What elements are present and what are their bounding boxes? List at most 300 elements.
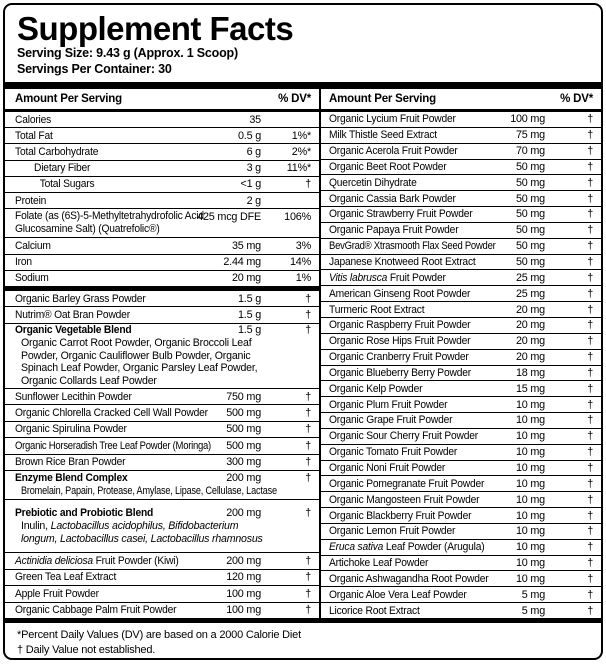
ingredient-amount: 5 mg <box>521 604 545 617</box>
ingredient-row <box>321 112 601 128</box>
ingredient-line <box>321 604 601 618</box>
ingredient-row <box>321 540 601 556</box>
sub-ingredients: Organic Carrot Root Powder, Organic Broccoli Leaf Powder, Organic Cauliflower Bulb Powder, Organic Spinach Leaf Powder, Organic Parsley Leaf Powder, Organic Collards Leaf Powder <box>21 337 258 387</box>
footnote-daily-values: *Percent Daily Values (DV) are based on a 2000 Calorie Diet <box>17 629 301 641</box>
ingredient-dv: † <box>587 208 593 221</box>
ingredient-name: Nutrim® Oat Bran Powder <box>15 309 130 322</box>
ingredient-name: Sunflower Lecithin Powder <box>15 390 132 403</box>
ingredient-row <box>321 476 601 492</box>
ingredient-row <box>321 286 601 302</box>
ingredient-name: Organic Cabbage Palm Fruit Powder <box>15 604 177 617</box>
ingredient-dv: † <box>587 509 593 522</box>
ingredient-amount: 50 mg <box>515 192 545 205</box>
ingredient-name: Organic Sour Cherry Fruit Powder <box>329 430 478 443</box>
ingredient-dv: † <box>587 525 593 538</box>
ingredient-line <box>5 471 319 485</box>
ingredient-row <box>321 524 601 540</box>
left-column-header <box>5 89 319 112</box>
ingredient-amount: 10 mg <box>515 398 545 411</box>
ingredient-name: Organic Barley Grass Powder <box>15 292 146 305</box>
ingredient-name: Artichoke Leaf Powder <box>329 557 429 570</box>
ingredient-name: Organic Acerola Fruit Powder <box>329 145 458 158</box>
ingredient-name: BevGrad® Xtrasmooth Flax Seed Powder <box>329 240 496 253</box>
ingredient-dv: † <box>587 176 593 189</box>
ingredient-row <box>321 128 601 144</box>
ingredient-amount: 10 mg <box>515 541 545 554</box>
ingredient-amount: 500 mg <box>226 423 261 436</box>
ingredient-line <box>321 572 601 586</box>
ingredient-row <box>5 455 319 471</box>
ingredient-line <box>321 493 601 507</box>
ingredient-amount: 10 mg <box>515 461 545 474</box>
ingredient-dv: † <box>305 506 311 519</box>
ingredient-line <box>5 390 319 404</box>
ingredient-line <box>5 422 319 436</box>
ingredient-line <box>5 439 319 453</box>
ingredient-name: Organic Strawberry Fruit Powder <box>329 208 473 221</box>
ingredient-row <box>5 471 319 500</box>
ingredient-amount: 500 mg <box>226 407 261 419</box>
ingredient-name: Organic Mangosteen Fruit Powder <box>329 493 480 506</box>
ingredient-dv: † <box>587 557 593 570</box>
ingredient-name: Organic Grape Fruit Powder <box>329 414 453 427</box>
ingredient-line <box>321 445 601 459</box>
ingredient-dv: 2%* <box>291 146 311 158</box>
ingredient-dv: † <box>587 366 593 379</box>
ingredient-dv: † <box>587 477 593 490</box>
ingredient-row <box>5 553 319 569</box>
ingredient-dv: † <box>587 319 593 332</box>
ingredient-amount: 50 mg <box>515 240 545 253</box>
ingredient-row <box>321 587 601 603</box>
ingredient-row <box>5 500 319 553</box>
ingredient-line <box>321 144 601 158</box>
supplement-facts-label <box>3 3 603 660</box>
ingredient-row <box>5 570 319 586</box>
ingredient-line <box>5 129 319 143</box>
ingredient-amount: 2 g <box>246 194 261 207</box>
ingredient-dv: 106% <box>284 210 311 223</box>
ingredient-name: Organic Rose Hips Fruit Powder <box>329 335 471 348</box>
ingredient-line <box>321 524 601 538</box>
ingredient-name: Organic Spirulina Powder <box>15 423 127 436</box>
ingredient-line <box>321 350 601 364</box>
ingredient-row <box>321 175 601 191</box>
ingredient-name: Organic Blueberry Berry Powder <box>329 366 471 379</box>
ingredient-line <box>321 477 601 491</box>
ingredient-dv: † <box>587 382 593 395</box>
ingredient-row <box>5 586 319 602</box>
ingredient-row <box>321 556 601 572</box>
ingredient-amount: 10 mg <box>515 430 545 443</box>
ingredient-amount: 20 mg <box>515 351 545 364</box>
ingredient-dv: † <box>587 430 593 443</box>
ingredient-dv: † <box>587 192 593 205</box>
ingredient-amount: 1.5 g <box>237 292 261 305</box>
ingredient-dv: † <box>587 604 593 617</box>
ingredient-line <box>5 324 319 337</box>
ingredient-name: Total Sugars <box>39 178 95 191</box>
ingredient-row <box>5 291 319 307</box>
ingredient-name: Organic Aloe Vera Leaf Powder <box>329 588 467 601</box>
ingredient-line <box>5 308 319 322</box>
ingredient-line <box>5 406 319 420</box>
ingredient-line <box>5 570 319 584</box>
ingredient-row <box>5 238 319 254</box>
ingredient-name: Dietary Fiber <box>34 162 91 175</box>
ingredient-line <box>321 128 601 142</box>
ingredient-line <box>5 210 319 237</box>
ingredient-row <box>321 413 601 429</box>
ingredient-amount: 6 g <box>246 146 261 158</box>
ingredient-row <box>5 209 319 238</box>
ingredient-row <box>5 405 319 421</box>
footnotes <box>5 623 601 658</box>
ingredient-row <box>321 255 601 271</box>
ingredient-dv: † <box>587 335 593 348</box>
ingredient-line <box>321 271 601 285</box>
ingredient-name: Actinidia deliciosa Fruit Powder (Kiwi) <box>15 555 179 567</box>
ingredient-amount: 200 mg <box>226 555 261 567</box>
ingredient-amount: 25 mg <box>515 271 545 284</box>
ingredient-row <box>5 271 319 287</box>
ingredient-name: Brown Rice Bran Powder <box>15 456 126 469</box>
ingredient-name: Organic Cassia Bark Powder <box>329 192 456 205</box>
ingredient-line <box>5 113 319 127</box>
ingredient-amount: 100 mg <box>226 604 261 617</box>
sub-ingredients: Bromelain, Papain, Protease, Amylase, Lipase, Cellulase, Lactase <box>21 485 277 498</box>
ingredient-name: Total Fat <box>15 129 53 142</box>
ingredient-line <box>321 287 601 301</box>
ingredient-amount: 200 mg <box>226 506 261 519</box>
ingredient-row <box>321 334 601 350</box>
ingredient-amount: 75 mg <box>515 129 545 142</box>
ingredient-dv: 1% <box>295 272 311 285</box>
ingredient-dv: 3% <box>295 239 311 252</box>
ingredient-row <box>321 571 601 587</box>
ingredient-name: Organic Chlorella Cracked Cell Wall Powder <box>15 407 208 419</box>
ingredient-name: Apple Fruit Powder <box>15 587 99 600</box>
ingredient-line <box>321 540 601 554</box>
ingredient-amount: 10 mg <box>515 509 545 522</box>
ingredient-name: Total Carbohydrate <box>15 146 99 158</box>
ingredient-amount: 100 mg <box>226 587 261 600</box>
ingredient-name: Enzyme Blend Complex <box>15 472 128 485</box>
ingredient-name: Organic Raspberry Fruit Powder <box>329 319 471 332</box>
ingredient-line <box>5 194 319 208</box>
ingredient-dv: † <box>305 178 311 191</box>
ingredient-amount: 10 mg <box>515 414 545 427</box>
ingredient-dv: † <box>587 446 593 459</box>
ingredient-line <box>321 382 601 396</box>
header-separator-bar <box>5 82 601 89</box>
ingredient-amount: 10 mg <box>515 525 545 538</box>
sub-ingredients: Inulin, Lactobacillus acidophilus, Bifidobacterium longum, Lactobacillus casei, Lactobacillus rhamnosus <box>21 519 263 545</box>
ingredient-amount: <1 g <box>240 178 261 191</box>
ingredient-row <box>5 422 319 438</box>
ingredient-amount: 20 mg <box>515 335 545 348</box>
ingredient-dv: † <box>587 224 593 237</box>
ingredient-name: Organic Plum Fruit Powder <box>329 398 448 411</box>
botanicals-section <box>5 291 319 619</box>
ingredient-dv: 11%* <box>286 162 311 175</box>
ingredient-dv: † <box>587 113 593 126</box>
ingredient-dv: † <box>587 493 593 506</box>
ingredient-line <box>321 303 601 317</box>
footnote-dagger: † Daily Value not established. <box>17 644 156 656</box>
ingredient-name: Organic Ashwagandha Root Powder <box>329 572 489 585</box>
ingredient-amount: 10 mg <box>515 557 545 570</box>
ingredient-dv: † <box>305 407 311 419</box>
ingredient-dv: † <box>305 472 311 485</box>
ingredient-dv: † <box>587 541 593 554</box>
ingredient-line <box>321 223 601 237</box>
ingredient-dv: † <box>305 439 311 452</box>
ingredient-dv: † <box>587 572 593 585</box>
ingredient-amount: 1.5 g <box>237 309 261 322</box>
label-header <box>5 5 601 82</box>
ingredient-name: Calories <box>15 113 52 126</box>
ingredient-name: Iron <box>15 256 32 269</box>
ingredient-line <box>5 292 319 306</box>
ingredient-line <box>5 554 319 568</box>
ingredient-row <box>321 270 601 286</box>
ingredient-amount: 200 mg <box>226 472 261 485</box>
ingredient-name: Organic Blackberry Fruit Powder <box>329 509 472 522</box>
ingredient-line <box>321 429 601 443</box>
ingredient-amount: 35 mg <box>231 239 261 252</box>
ingredient-name: Turmeric Root Extract <box>329 303 425 316</box>
ingredient-row <box>5 324 319 389</box>
ingredient-amount: 50 mg <box>515 256 545 269</box>
right-column <box>321 89 601 623</box>
ingredient-row <box>321 492 601 508</box>
ingredient-amount: 50 mg <box>515 160 545 173</box>
ingredient-row <box>321 350 601 366</box>
ingredient-line <box>321 588 601 602</box>
ingredient-dv: † <box>305 292 311 305</box>
ingredient-amount: 425 mcg DFE <box>197 210 261 223</box>
ingredient-dv: † <box>305 555 311 567</box>
ingredient-name: Japanese Knotweed Root Extract <box>329 256 476 269</box>
ingredient-amount: 18 mg <box>515 366 545 379</box>
ingredient-amount: 10 mg <box>515 493 545 506</box>
nutrients-section <box>5 112 319 287</box>
ingredient-line <box>5 271 319 285</box>
ingredient-name: Eruca sativa Leaf Powder (Arugula) <box>329 541 485 554</box>
ingredient-amount: 20 mg <box>515 319 545 332</box>
ingredient-row <box>321 160 601 176</box>
page-title: Supplement Facts <box>17 10 294 47</box>
ingredient-name: Organic Noni Fruit Powder <box>329 461 446 474</box>
ingredient-dv: † <box>587 160 593 173</box>
ingredient-name: Licorice Root Extract <box>329 604 420 617</box>
right-ingredients-section <box>321 112 601 619</box>
dv-header: % DV* <box>278 93 311 105</box>
ingredient-dv: † <box>305 309 311 322</box>
ingredient-line <box>5 587 319 601</box>
ingredient-row <box>321 397 601 413</box>
ingredient-name: Vitis labrusca Fruit Powder <box>329 271 446 284</box>
ingredient-dv: † <box>587 145 593 158</box>
amount-per-serving-header: Amount Per Serving <box>15 93 122 105</box>
ingredient-dv: † <box>587 398 593 411</box>
dv-header: % DV* <box>560 93 593 105</box>
ingredient-row <box>321 223 601 239</box>
ingredient-dv: † <box>587 351 593 364</box>
ingredient-row <box>321 318 601 334</box>
ingredient-row <box>321 461 601 477</box>
ingredient-name: Quercetin Dihydrate <box>329 176 417 189</box>
ingredient-dv: 1%* <box>291 129 311 142</box>
ingredient-line <box>5 255 319 269</box>
ingredient-row <box>5 438 319 454</box>
ingredient-dv: † <box>587 256 593 269</box>
ingredient-line <box>321 192 601 206</box>
ingredient-name: Calcium <box>15 239 51 252</box>
ingredient-amount: 500 mg <box>226 439 261 452</box>
facts-table <box>5 89 601 623</box>
ingredient-dv: † <box>587 303 593 316</box>
ingredient-name: Organic Cranberry Fruit Powder <box>329 351 469 364</box>
ingredient-amount: 50 mg <box>515 176 545 189</box>
ingredient-dv: † <box>305 324 311 337</box>
ingredient-amount: 750 mg <box>226 390 261 403</box>
ingredient-name: Protein <box>15 194 47 207</box>
ingredient-row <box>5 112 319 128</box>
ingredient-name: Organic Beet Root Powder <box>329 160 447 173</box>
ingredient-name: Folate (as (6S)-5-Methyltetrahydrofolic Acid Glucosamine Salt) (Quatrefolic®) <box>15 209 204 236</box>
ingredient-name: Sodium <box>15 272 49 285</box>
ingredient-line <box>321 318 601 332</box>
ingredient-amount: 2.44 mg <box>223 256 261 269</box>
ingredient-line <box>321 207 601 221</box>
ingredient-amount: 70 mg <box>515 145 545 158</box>
ingredient-line <box>5 161 319 175</box>
ingredient-name: Green Tea Leaf Extract <box>15 571 117 584</box>
ingredient-dv: 14% <box>289 256 311 269</box>
ingredient-name: Organic Kelp Powder <box>329 382 423 395</box>
ingredient-name: Organic Vegetable Blend <box>15 324 132 337</box>
ingredient-name: Organic Pomegranate Fruit Powder <box>329 477 485 490</box>
ingredient-line <box>321 556 601 570</box>
ingredient-row <box>5 128 319 144</box>
ingredient-name: Organic Lemon Fruit Powder <box>329 525 456 538</box>
ingredient-line <box>321 112 601 126</box>
ingredient-amount: 10 mg <box>515 446 545 459</box>
ingredient-name: Organic Tomato Fruit Powder <box>329 446 458 459</box>
ingredient-amount: 50 mg <box>515 224 545 237</box>
ingredient-row <box>321 207 601 223</box>
ingredient-row <box>5 161 319 177</box>
ingredient-amount: 5 mg <box>521 588 545 601</box>
ingredient-row <box>321 144 601 160</box>
ingredient-line <box>5 145 319 159</box>
ingredient-amount: 20 mg <box>515 303 545 316</box>
ingredient-row <box>321 508 601 524</box>
ingredient-line <box>5 177 319 191</box>
ingredient-row <box>321 603 601 619</box>
ingredient-line <box>321 413 601 427</box>
ingredient-line <box>321 366 601 380</box>
ingredient-line <box>5 239 319 253</box>
ingredient-line <box>321 509 601 523</box>
ingredient-amount: 1.5 g <box>237 324 261 337</box>
ingredient-amount: 15 mg <box>515 382 545 395</box>
ingredient-name: American Ginseng Root Powder <box>329 287 471 300</box>
ingredient-line <box>321 160 601 174</box>
ingredient-amount: 0.5 g <box>237 129 261 142</box>
ingredient-row <box>321 239 601 255</box>
ingredient-line <box>321 176 601 190</box>
ingredient-dv: † <box>305 587 311 600</box>
ingredient-amount: 300 mg <box>226 456 261 469</box>
ingredient-name: Organic Lycium Fruit Powder <box>329 113 456 126</box>
ingredient-line <box>5 603 319 617</box>
ingredient-row <box>5 144 319 160</box>
ingredient-amount: 10 mg <box>515 572 545 585</box>
ingredient-row <box>5 603 319 619</box>
ingredient-dv: † <box>305 456 311 469</box>
ingredient-line <box>321 255 601 269</box>
ingredient-dv: † <box>587 240 593 253</box>
ingredient-dv: † <box>587 588 593 601</box>
ingredient-dv: † <box>587 129 593 142</box>
ingredient-row <box>5 177 319 193</box>
left-column <box>5 89 321 623</box>
ingredient-line <box>321 334 601 348</box>
ingredient-amount: 50 mg <box>515 208 545 221</box>
ingredient-row <box>5 193 319 209</box>
ingredient-line <box>5 506 319 520</box>
ingredient-row <box>321 302 601 318</box>
ingredient-row <box>321 429 601 445</box>
right-column-header <box>321 89 601 112</box>
ingredient-name: Prebiotic and Probiotic Blend <box>15 506 154 519</box>
ingredient-line <box>321 239 601 253</box>
ingredient-row <box>5 307 319 323</box>
ingredient-dv: † <box>587 287 593 300</box>
ingredient-row <box>321 191 601 207</box>
ingredient-line <box>5 455 319 469</box>
amount-per-serving-header: Amount Per Serving <box>329 93 436 105</box>
ingredient-dv: † <box>587 461 593 474</box>
ingredient-row <box>321 366 601 382</box>
ingredient-dv: † <box>587 271 593 284</box>
ingredient-row <box>5 389 319 405</box>
ingredient-name: Organic Horseradish Tree Leaf Powder (Moringa) <box>15 439 211 452</box>
servings-per-container: Servings Per Container: 30 <box>17 61 172 76</box>
ingredient-line <box>321 398 601 412</box>
ingredient-amount: 120 mg <box>226 571 261 584</box>
ingredient-amount: 25 mg <box>515 287 545 300</box>
ingredient-line <box>321 461 601 475</box>
ingredient-amount: 35 <box>249 113 261 126</box>
ingredient-amount: 20 mg <box>231 272 261 285</box>
ingredient-dv: † <box>305 423 311 436</box>
serving-size: Serving Size: 9.43 g (Approx. 1 Scoop) <box>17 46 238 60</box>
ingredient-row <box>5 255 319 271</box>
ingredient-name: Milk Thistle Seed Extract <box>329 129 437 142</box>
ingredient-row <box>321 381 601 397</box>
ingredient-dv: † <box>587 414 593 427</box>
ingredient-dv: † <box>305 571 311 584</box>
ingredient-name: Organic Papaya Fruit Powder <box>329 224 459 237</box>
ingredient-amount: 3 g <box>246 162 261 175</box>
ingredient-amount: 10 mg <box>515 477 545 490</box>
ingredient-row <box>321 445 601 461</box>
ingredient-amount: 100 mg <box>510 113 545 126</box>
